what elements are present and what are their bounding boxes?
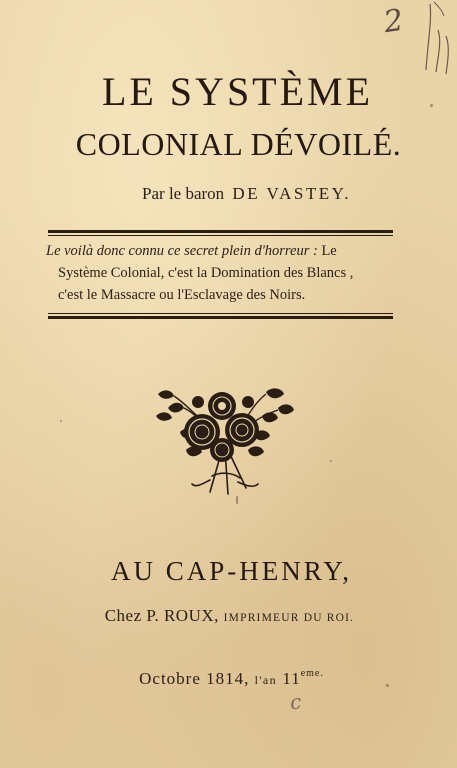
top-rule-thin	[48, 235, 393, 236]
top-rule-thick	[48, 230, 393, 233]
date-sup: eme.	[300, 668, 324, 679]
epigraph-italic: Le voilà donc connu ce secret plein d'horreur :	[46, 243, 318, 259]
imprint-place: AU CAP-HENRY,	[110, 556, 353, 586]
imprint-printer	[0, 606, 457, 626]
date-year: 1814,	[206, 669, 250, 688]
printer-prefix: Chez P.	[104, 606, 160, 625]
paper-speck	[386, 684, 389, 687]
epigraph-line-2: Système Colonial, c'est la Domination des Blancs ,	[58, 265, 354, 281]
paper-speck	[430, 104, 433, 107]
bottom-rule-thin	[48, 313, 393, 314]
epigraph-line-3: c'est le Massacre ou l'Esclavage des Noirs.	[58, 287, 306, 303]
title-line-2: COLONIAL DÉVOILÉ.	[75, 126, 402, 162]
date-num: 11	[282, 669, 301, 688]
date-month: Octobre	[139, 669, 201, 688]
handwritten-shelf-number: 2	[381, 2, 406, 41]
paper-speck	[330, 460, 332, 462]
floral-bouquet-icon	[150, 380, 300, 498]
paper-speck	[236, 496, 238, 504]
bottom-rule-thick	[48, 316, 393, 319]
title-line-1: LE SYSTÈME	[101, 69, 374, 114]
byline-prefix: Par le baron	[142, 184, 225, 203]
paper-speck	[60, 420, 62, 422]
epigraph	[46, 240, 396, 306]
handwritten-mark-c: c	[288, 689, 303, 715]
epigraph-line-1	[46, 240, 396, 262]
epigraph-line-1-rest: Le	[321, 243, 337, 259]
date-era: l'an	[254, 673, 278, 687]
printer-role: IMPRIMEUR DU ROI.	[223, 612, 355, 624]
author-name: DE VASTEY.	[232, 184, 351, 203]
author-byline	[0, 184, 457, 204]
printer-name: ROUX,	[163, 606, 219, 625]
